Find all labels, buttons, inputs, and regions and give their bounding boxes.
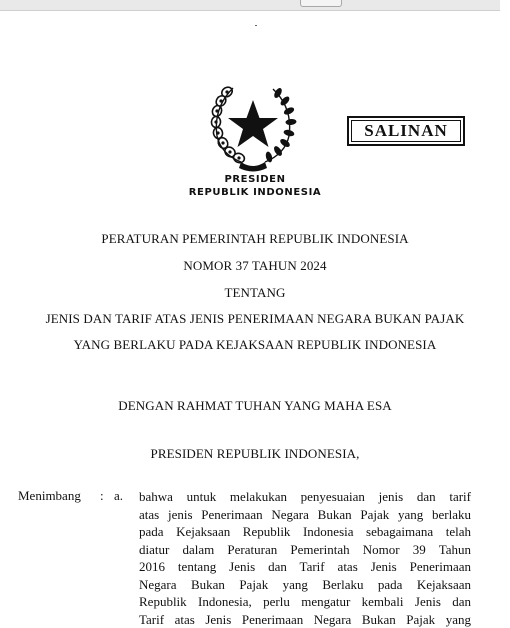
header-presiden: PRESIDEN bbox=[0, 174, 510, 185]
page-mark bbox=[255, 25, 257, 26]
paragraph-line: atas jenis Penerimaan Negara Bukan Pajak yang berlaku bbox=[139, 506, 471, 524]
menimbang-paragraph bbox=[139, 488, 471, 628]
header-republik-indonesia: REPUBLIK INDONESIA bbox=[0, 187, 510, 198]
paragraph-line: 2016 tentang Jenis dan Tarif atas Jenis Penerimaan bbox=[139, 558, 471, 576]
regulation-title-line1: JENIS DAN TARIF ATAS JENIS PENERIMAAN NEGARA BUKAN PAJAK bbox=[0, 311, 510, 327]
stamp-label: SALINAN bbox=[351, 120, 461, 142]
regulation-about: TENTANG bbox=[0, 285, 510, 301]
preamble-divine: DENGAN RAHMAT TUHAN YANG MAHA ESA bbox=[0, 398, 510, 414]
garuda-star-emblem-icon bbox=[205, 80, 301, 176]
regulation-type: PERATURAN PEMERINTAH REPUBLIK INDONESIA bbox=[0, 231, 510, 247]
menimbang-colon: : bbox=[100, 488, 104, 504]
paragraph-line: bahwa untuk melakukan penyesuaian jenis dan tarif bbox=[139, 488, 471, 506]
paragraph-line: diatur dalam Peraturan Pemerintah Nomor 39 Tahun bbox=[139, 541, 471, 559]
menimbang-label: Menimbang bbox=[18, 488, 81, 504]
regulation-number: NOMOR 37 TAHUN 2024 bbox=[0, 258, 510, 274]
salinan-stamp bbox=[347, 116, 465, 146]
regulation-title-line2: YANG BERLAKU PADA KEJAKSAAN REPUBLIK INDONESIA bbox=[0, 337, 510, 353]
paragraph-line: Tarif atas Jenis Penerimaan Negara Bukan Pajak yang bbox=[139, 611, 471, 628]
paragraph-line: pada Kejaksaan Republik Indonesia sebagaimana telah bbox=[139, 523, 471, 541]
menimbang-item-letter: a. bbox=[114, 488, 123, 504]
viewer-toolbar bbox=[0, 0, 500, 11]
preamble-president: PRESIDEN REPUBLIK INDONESIA, bbox=[0, 446, 510, 462]
viewer-control[interactable] bbox=[300, 0, 342, 7]
paragraph-line: Republik Indonesia, perlu mengatur kembali Jenis dan bbox=[139, 593, 471, 611]
paragraph-line: Negara Bukan Pajak yang Berlaku pada Kejaksaan bbox=[139, 576, 471, 594]
